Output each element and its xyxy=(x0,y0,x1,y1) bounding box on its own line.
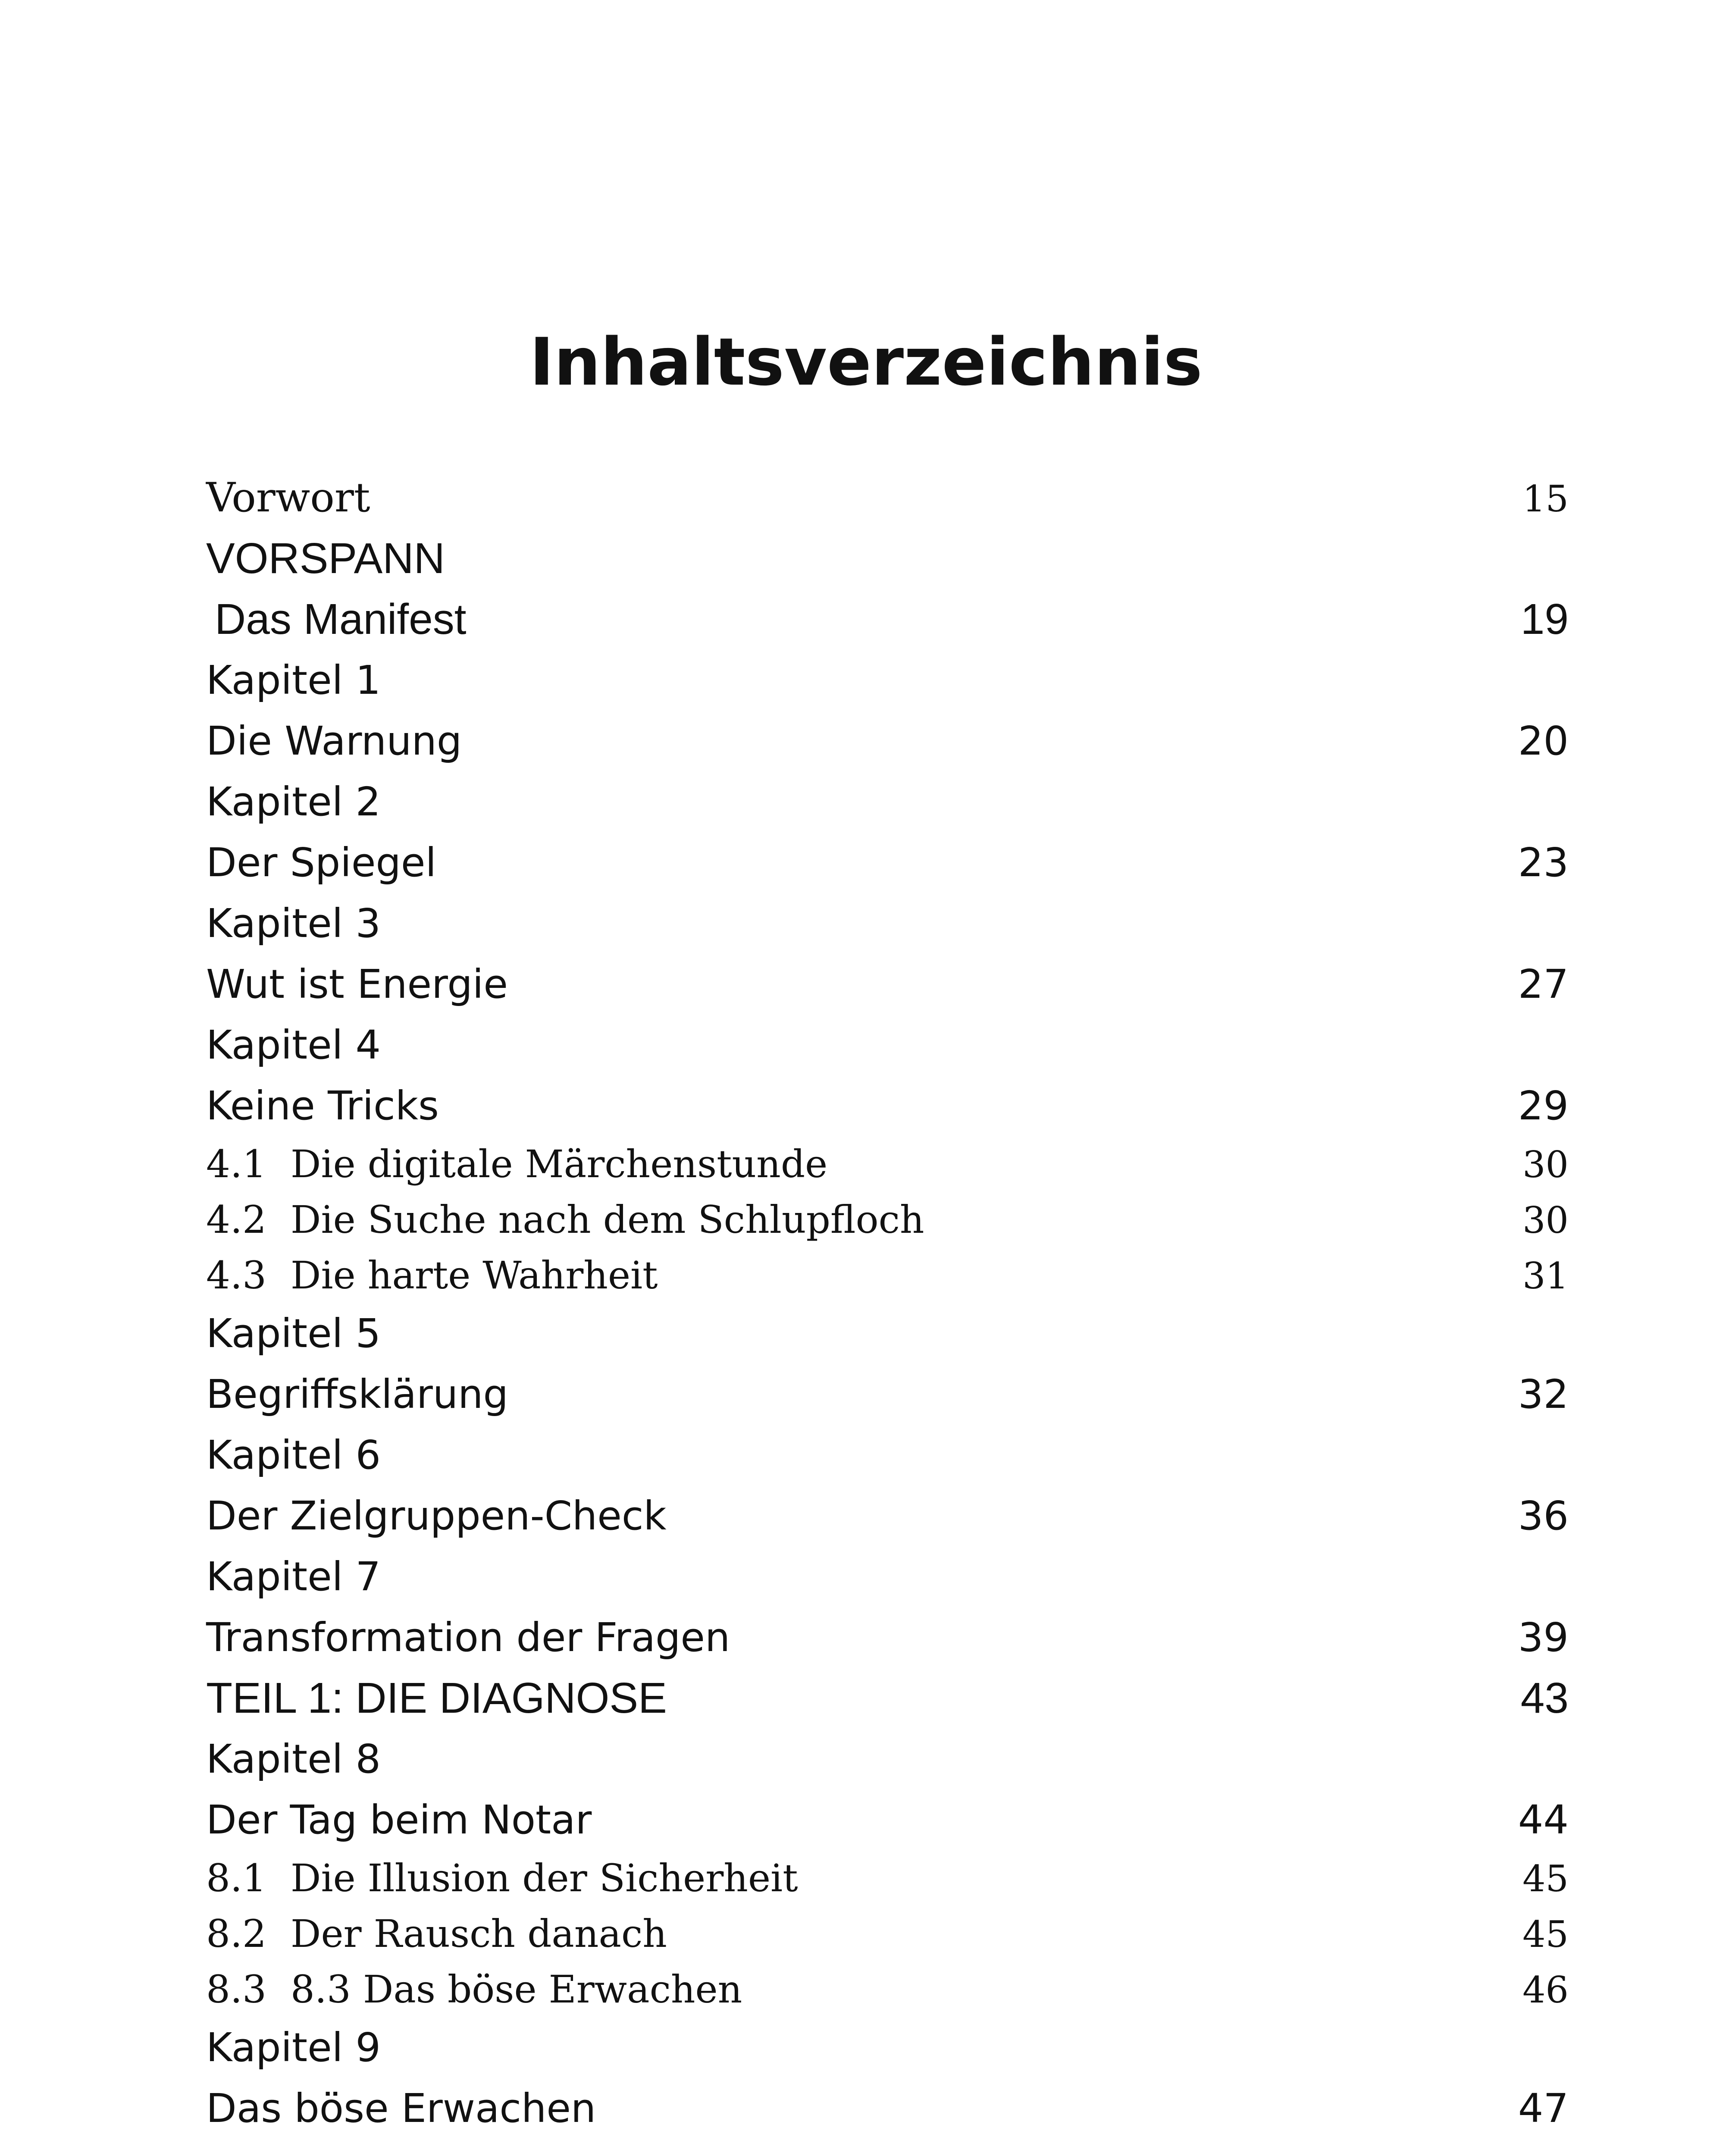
toc-entry xyxy=(206,2078,1569,2139)
toc-entry-label: Transformation der Fragen xyxy=(206,1614,730,1661)
toc-entry-page: 46 xyxy=(1522,1969,1569,2011)
toc-entry-page: 43 xyxy=(1520,1674,1569,1722)
toc-entry-label: Kapitel 7 xyxy=(206,1554,381,1600)
toc-entry-label: 4.2 Die Suche nach dem Schlupfloch xyxy=(206,1197,924,1242)
toc-entry-label: Kapitel 2 xyxy=(206,779,381,825)
toc-entry xyxy=(206,954,1569,1015)
toc-entry-page: 27 xyxy=(1518,961,1569,1007)
toc-entry-label: Kapitel 3 xyxy=(206,900,381,946)
toc-entry-page: 15 xyxy=(1522,478,1569,520)
toc-entry-label: Das Manifest xyxy=(215,595,467,643)
toc-entry-label: Die Warnung xyxy=(206,718,462,764)
toc-entry-label: Der Tag beim Notar xyxy=(206,1797,592,1843)
toc-entry-page: 29 xyxy=(1518,1083,1569,1129)
toc-subentry xyxy=(206,1850,1569,1906)
toc-entry-page: 36 xyxy=(1518,1493,1569,1539)
toc-subentry xyxy=(206,1247,1569,1303)
toc-entry xyxy=(206,1425,1569,1485)
toc-entry-label: TEIL 1: DIE DIAGNOSE xyxy=(206,1674,667,1722)
toc-entry-page: 23 xyxy=(1518,840,1569,886)
toc-entry-page: 39 xyxy=(1518,1614,1569,1661)
toc-entry xyxy=(206,711,1569,771)
toc-entry xyxy=(206,1789,1569,1850)
toc-entry-page: 44 xyxy=(1518,1797,1569,1843)
toc-entry-label: Vorwort xyxy=(206,474,370,521)
toc-entry-page: 19 xyxy=(1520,595,1569,643)
toc-entry xyxy=(206,468,1569,528)
toc-entry xyxy=(206,528,1569,589)
toc-entry-label: Das böse Erwachen xyxy=(206,2085,596,2131)
toc-entry-label: Keine Tricks xyxy=(206,1083,439,1129)
toc-entry-page: 30 xyxy=(1522,1199,1569,1241)
toc-entry xyxy=(206,2017,1569,2078)
toc-entry-label: Wut ist Energie xyxy=(206,961,508,1007)
toc-entry xyxy=(206,1546,1569,1607)
toc-entry xyxy=(206,1729,1569,1789)
toc-entry-label: Begriffsklärung xyxy=(206,1371,508,1417)
toc-entry-label: Kapitel 1 xyxy=(206,657,381,703)
toc-entry xyxy=(206,1303,1569,1364)
toc-entry-page: 32 xyxy=(1518,1371,1569,1417)
toc-entry-label: VORSPANN xyxy=(206,534,445,583)
toc-entry xyxy=(206,893,1569,954)
toc-entry xyxy=(206,832,1569,893)
toc-subentry xyxy=(206,1906,1569,1962)
toc-entry xyxy=(206,1607,1569,1668)
toc-entry-label: 4.1 Die digitale Märchenstunde xyxy=(206,1142,828,1186)
table-of-contents xyxy=(206,468,1569,2139)
toc-entry-label: Kapitel 6 xyxy=(206,1432,381,1478)
toc-entry-label: Kapitel 5 xyxy=(206,1310,381,1357)
toc-entry-label: 8.2 Der Rausch danach xyxy=(206,1912,667,1956)
toc-entry xyxy=(206,1015,1569,1075)
toc-entry-page: 45 xyxy=(1522,1913,1569,1955)
toc-entry-label: 8.1 Die Illusion der Sicherheit xyxy=(206,1856,798,1900)
toc-entry-label: Der Zielgruppen-Check xyxy=(206,1493,667,1539)
toc-entry-page: 31 xyxy=(1522,1255,1569,1297)
page-title: Inhaltsverzeichnis xyxy=(529,324,1203,400)
toc-entry-label: 4.3 Die harte Wahrheit xyxy=(206,1253,658,1297)
toc-entry xyxy=(206,1668,1569,1729)
toc-subentry xyxy=(206,1962,1569,2017)
toc-subentry xyxy=(206,1136,1569,1192)
toc-entry xyxy=(206,771,1569,832)
toc-entry-label: Kapitel 9 xyxy=(206,2024,381,2071)
toc-entry-label: Kapitel 4 xyxy=(206,1022,381,1068)
toc-entry-page: 47 xyxy=(1518,2085,1569,2131)
toc-entry-label: Der Spiegel xyxy=(206,840,437,886)
toc-entry xyxy=(206,1485,1569,1546)
toc-entry-label: 8.3 8.3 Das böse Erwachen xyxy=(206,1967,742,2012)
toc-entry xyxy=(206,1075,1569,1136)
toc-entry xyxy=(206,589,1569,650)
toc-entry xyxy=(206,650,1569,711)
toc-subentry xyxy=(206,1192,1569,1247)
toc-entry-page: 45 xyxy=(1522,1858,1569,1900)
toc-entry-page: 30 xyxy=(1522,1144,1569,1186)
toc-entry-label: Kapitel 8 xyxy=(206,1736,381,1782)
toc-entry xyxy=(206,1364,1569,1425)
toc-entry-page: 20 xyxy=(1518,718,1569,764)
